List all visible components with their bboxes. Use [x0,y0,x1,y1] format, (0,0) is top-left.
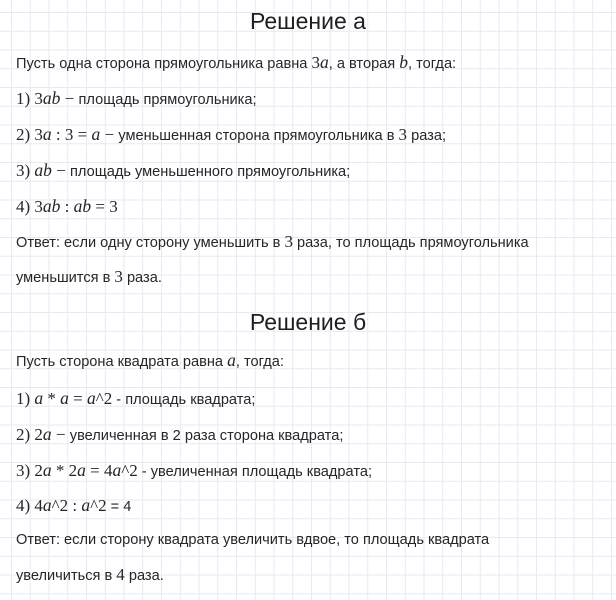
math-expression: * [43,389,61,408]
step-number: 1) [16,89,35,108]
math-number: 3 [114,267,123,286]
answer-text: раза, то площадь прямоугольника [292,235,529,251]
math-number: 4 [116,565,125,584]
step-text: площадь уменьшенного прямоугольника; [70,164,351,180]
math-number: 3 [311,53,320,72]
math-number: 2 [34,425,43,444]
math-expression: = [68,389,88,408]
step-text: раза; [407,128,447,144]
math-number: 3 [398,125,408,144]
math-variable: a [34,388,44,408]
solution-a-step-2 [16,123,446,147]
math-variable: a [112,460,122,480]
solution-a-step-3 [16,159,350,183]
step-number: 4) [16,496,35,515]
step-text: уменьшенная сторона прямоугольника в [118,128,399,144]
math-variable: ab [42,196,61,216]
math-operator: − [60,89,79,108]
math-variable: a [227,350,236,370]
math-variable: ab [73,196,92,216]
math-expression: = 4 [85,461,113,480]
step-text: увеличенная в 2 раза сторона квадрата; [69,428,344,444]
step-text: - увеличенная площадь квадрата; [137,464,373,480]
solution-b-step-4 [16,494,131,518]
math-variable: a [81,495,91,515]
solution-b-step-1 [16,387,255,411]
math-number: 3 [284,232,293,251]
math-number: 3 [34,197,43,216]
math-variable: a [42,495,52,515]
intro-text: , тогда: [408,56,457,72]
solution-b-step-3 [16,459,372,483]
step-number: 4) [16,197,35,216]
answer-text: раза. [122,270,162,286]
math-expression: ^2 [95,389,113,408]
step-text: - площадь квадрата; [112,392,256,408]
solution-b-answer-line-2 [16,564,164,587]
math-variable: a [319,52,329,72]
math-expression: ^2 : [51,496,82,515]
solution-a-title: Решение а [250,8,366,34]
answer-text: Ответ: если сторону квадрата увеличить вдвое, то площадь квадрата [16,532,490,548]
solution-a-step-1 [16,87,257,111]
math-variable: ab [34,160,52,180]
math-variable: a [42,124,52,144]
step-number: 1) [16,389,35,408]
math-variable: b [399,52,409,72]
math-variable: a [87,388,96,408]
step-number: 3) [16,161,35,180]
math-number: 3 [34,125,43,144]
solution-b-step-2 [16,423,343,447]
math-expression: : 3 = [51,125,92,144]
solution-b-intro [16,349,284,373]
solution-a-answer-line-1 [16,231,529,254]
math-operator: − [51,425,70,444]
intro-text: Пусть сторона квадрата равна [16,354,228,370]
answer-text: Ответ: если одну сторону уменьшить в [16,235,285,251]
answer-text: уменьшится в [16,270,115,286]
step-number: 2) [16,425,35,444]
math-variable: a [42,424,52,444]
math-number: 4 [34,496,43,515]
math-expression: : [60,197,74,216]
step-number: 3) [16,461,35,480]
math-expression: * 2 [51,461,78,480]
math-variable: ab [42,88,61,108]
step-number: 2) [16,125,35,144]
intro-text: , тогда: [235,354,284,370]
math-operator: − [100,125,119,144]
intro-text: Пусть одна сторона прямоугольника равна [16,56,312,72]
math-variable: a [77,460,86,480]
answer-text: раза. [124,568,164,584]
step-text: площадь прямоугольника; [78,92,257,108]
math-number: 3 [34,89,43,108]
math-variable: a [60,388,69,408]
step-text: = 4 [106,499,132,515]
solution-a-step-4 [16,195,118,219]
solution-a-intro [16,51,456,75]
math-expression: ^2 [90,496,107,515]
math-expression: = 3 [91,197,118,216]
answer-text: увеличиться в [16,568,117,584]
solution-a-answer-line-2 [16,266,162,289]
math-expression: ^2 [121,461,138,480]
solution-b-answer-line-1 [16,529,489,551]
math-number: 2 [34,461,43,480]
math-variable: a [42,460,52,480]
solution-b-title: Решение б [249,309,367,335]
math-variable: a [91,124,101,144]
intro-text: , а вторая [328,56,400,72]
math-operator: − [51,161,71,180]
